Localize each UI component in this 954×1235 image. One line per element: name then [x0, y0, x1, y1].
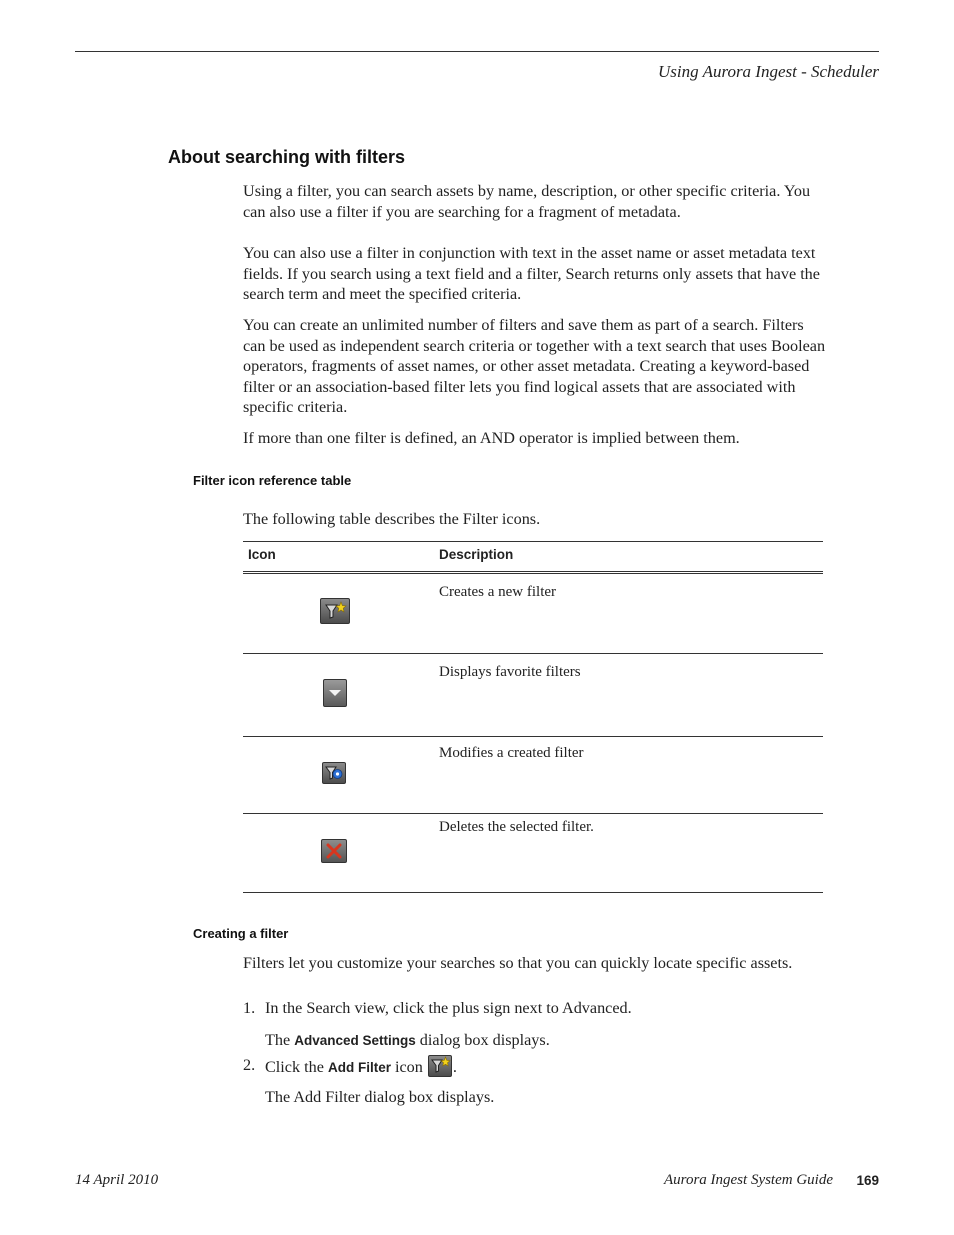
table-top-rule	[243, 541, 823, 542]
paragraph-2: You can also use a filter in conjunction with text in the asset name or asset metadata text fields. If you search using a text field and a filter, Search returns only assets that have the search term and meet the specified criteria.	[243, 244, 820, 304]
delete-x-icon	[321, 839, 347, 863]
modify-filter-icon	[322, 762, 346, 784]
step-result	[265, 1030, 825, 1052]
subheading-creating-filter: Creating a filter	[193, 926, 289, 941]
add-filter-icon	[428, 1055, 452, 1077]
column-header-icon: Icon	[248, 547, 276, 562]
row-description: Modifies a created filter	[439, 745, 584, 761]
running-header: Using Aurora Ingest - Scheduler	[658, 62, 879, 81]
table-row	[243, 737, 823, 813]
table-intro: The following table describes the Filter icons.	[243, 510, 541, 528]
header-rule	[75, 51, 879, 52]
row-description: Creates a new filter	[439, 584, 557, 600]
chevron-down-icon	[323, 679, 347, 707]
row-description: Deletes the selected filter.	[439, 819, 594, 835]
step-number: 1.	[243, 999, 256, 1017]
new-filter-icon	[320, 598, 350, 624]
step-number: 2.	[243, 1056, 256, 1074]
creating-intro: Filters let you customize your searches so that you can quickly locate specific assets.	[243, 954, 793, 972]
footer-date: 14 April 2010	[75, 1172, 159, 1188]
filter-icon-table	[243, 541, 823, 893]
table-bottom-rule	[243, 892, 823, 893]
footer-guide-title: Aurora Ingest System Guide	[664, 1172, 833, 1188]
ui-term-add-filter: Add Filter	[327, 1060, 391, 1075]
step-text-prefix: Click the	[265, 1058, 324, 1076]
step-text: In the Search view, click the plus sign next to Advanced.	[265, 999, 632, 1017]
paragraph-4: If more than one filter is defined, an AND operator is implied between them.	[243, 429, 740, 447]
paragraph-3: You can create an unlimited number of filters and save them as part of a search. Filters can be used as independent search criteria or together with a text search that uses Boolean operators, fragments of asset names, or other asset metadata. Creating a keyword-based filter or an association-based filter lets you find logical assets that are associated with specific criteria.	[243, 316, 826, 417]
table-row	[243, 574, 823, 653]
subheading-icon-table: Filter icon reference table	[193, 473, 352, 488]
column-header-description: Description	[439, 547, 514, 562]
table-row	[243, 654, 823, 736]
step-text-end: .	[452, 1058, 457, 1076]
step-text	[265, 1055, 825, 1079]
paragraph-1: Using a filter, you can search assets by name, description, or other specific criteria. You can also use a filter if you are searching for a fragment of metadata.	[243, 182, 811, 221]
step-text-suffix: icon	[395, 1058, 423, 1076]
step-result-prefix: The	[265, 1031, 291, 1049]
header-rule	[243, 571, 823, 572]
row-description: Displays favorite filters	[439, 664, 581, 680]
step-result: The Add Filter dialog box displays.	[265, 1088, 495, 1106]
section-heading: About searching with filters	[168, 147, 406, 167]
table-row	[243, 814, 823, 892]
page-number: 169	[856, 1173, 879, 1188]
step-result-suffix: dialog box displays.	[419, 1031, 550, 1049]
ui-term-advanced-settings: Advanced Settings	[294, 1033, 416, 1048]
